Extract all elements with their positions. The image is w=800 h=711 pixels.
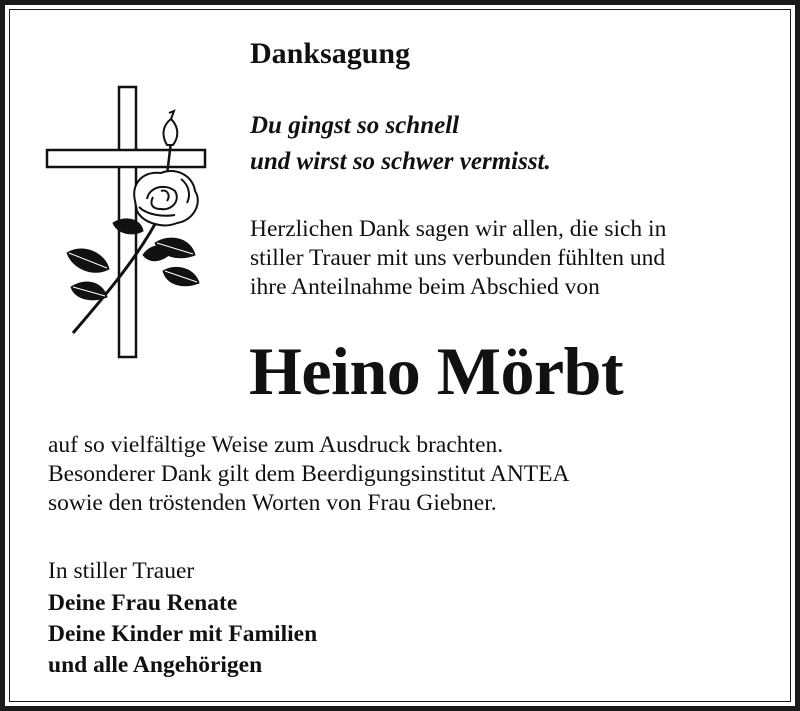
deceased-name: Heino Mörbt	[249, 333, 624, 409]
intro-line-1: Herzlichen Dank sagen wir allen, die sich in	[250, 216, 667, 242]
heading: Danksagung	[250, 37, 411, 70]
quote-line-1: Du gingst so schnell	[250, 112, 460, 139]
signature-line-3: und alle Angehörigen	[48, 652, 263, 678]
closing-line: In stiller Trauer	[48, 558, 195, 584]
body-line-2: Besonderer Dank gilt dem Beerdigungsinstitut ANTEA	[48, 461, 570, 487]
intro-line-3: ihre Anteilnahme beim Abschied von	[250, 274, 600, 300]
body-line-3: sowie den tröstenden Worten von Frau Giebner.	[48, 490, 497, 516]
cross-with-rose-icon	[43, 83, 215, 363]
body-line-1: auf so vielfältige Weise zum Ausdruck brachten.	[48, 432, 504, 458]
signature-line-1: Deine Frau Renate	[48, 590, 238, 616]
quote-line-2: und wirst so schwer vermisst.	[250, 148, 551, 175]
signature-line-2: Deine Kinder mit Familien	[48, 621, 318, 647]
intro-line-2: stiller Trauer mit uns verbunden fühlten und	[250, 245, 666, 271]
